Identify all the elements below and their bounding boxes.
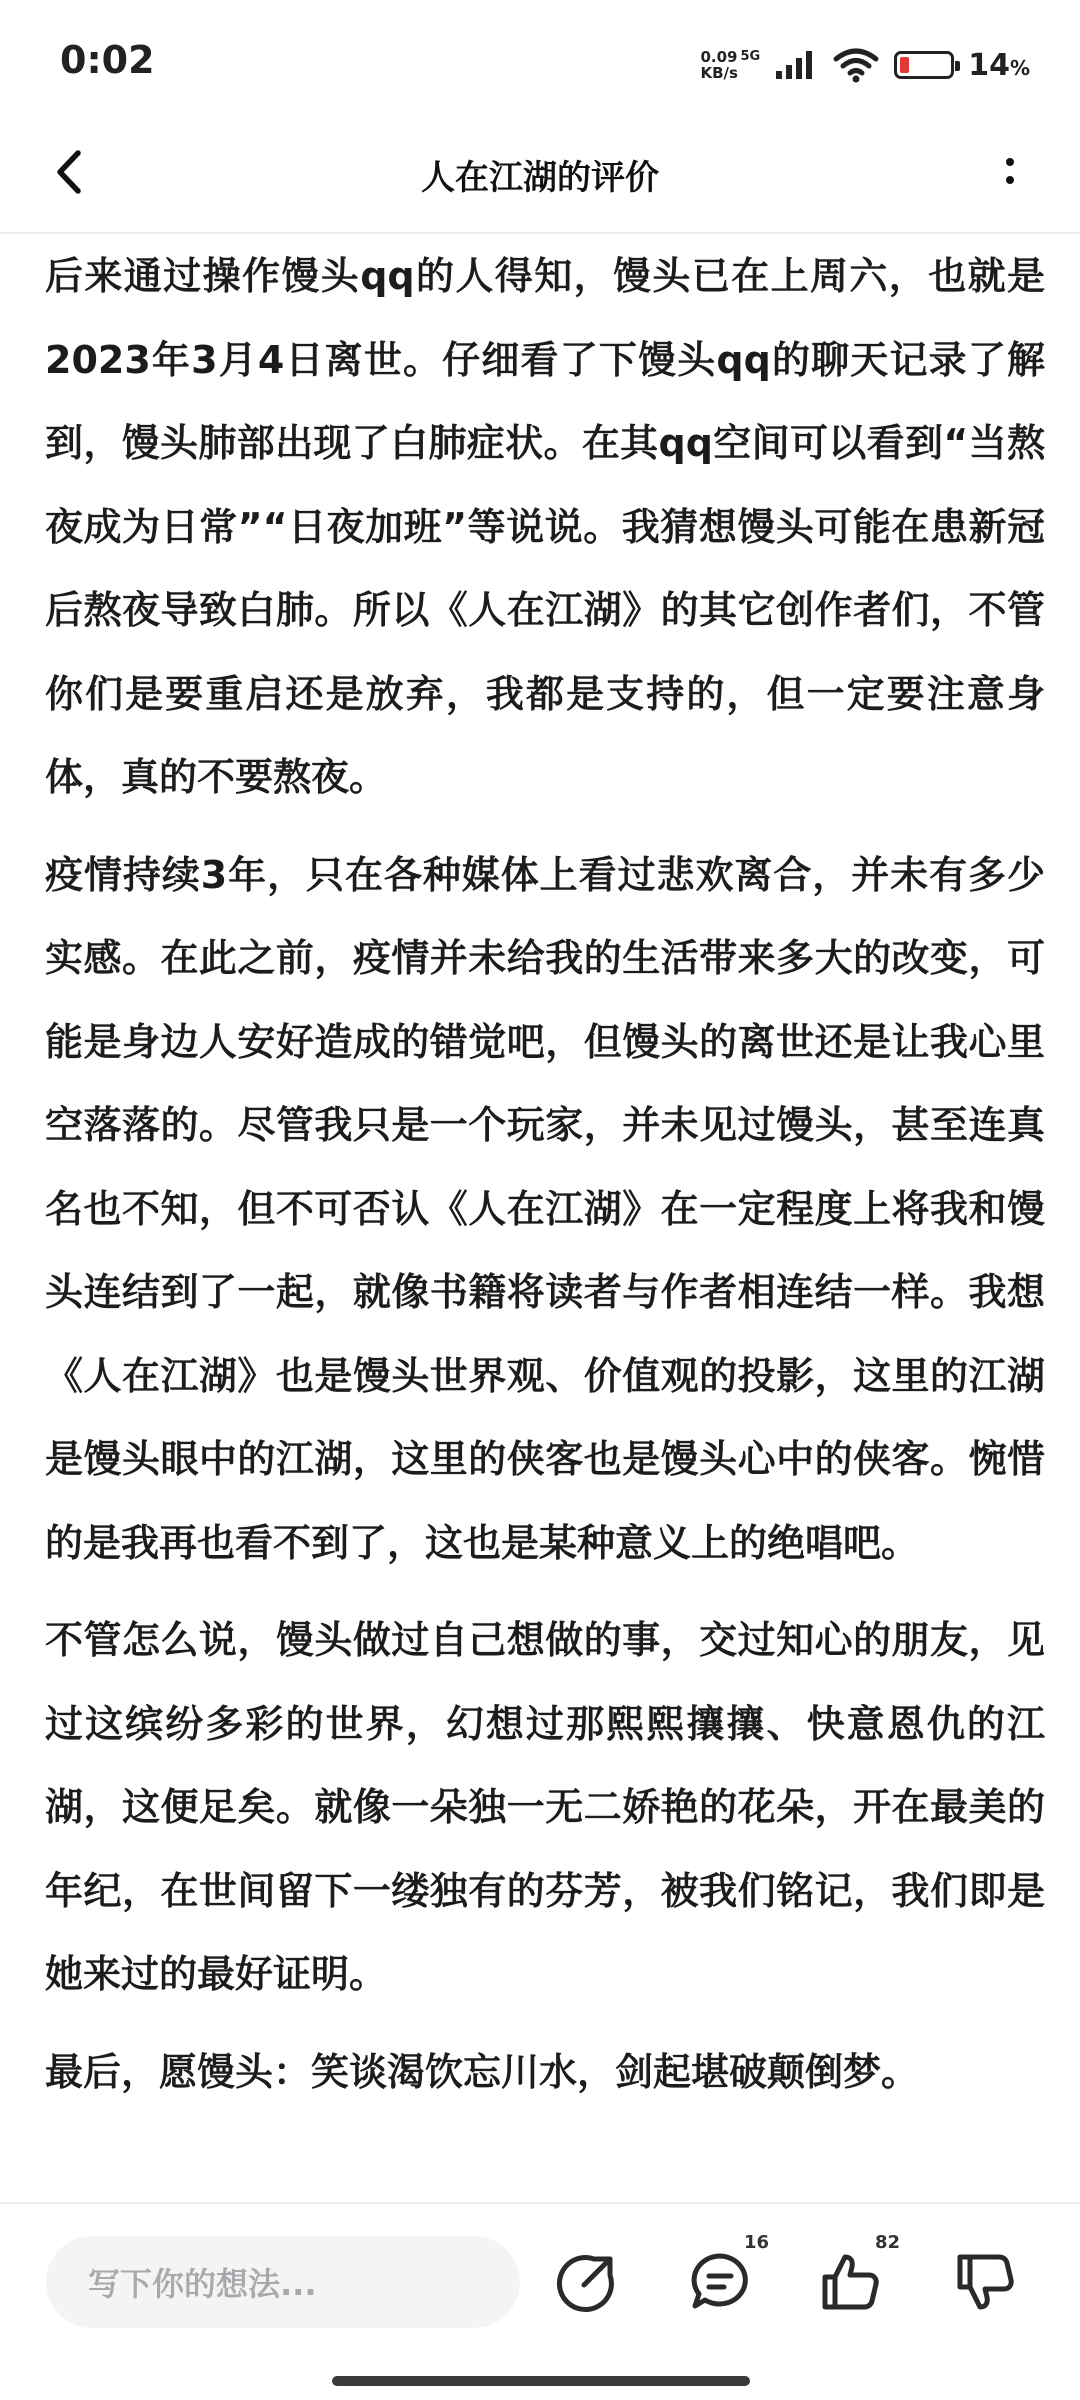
comment-icon (689, 2251, 751, 2313)
network-speed (700, 49, 760, 81)
dislike-button[interactable] (940, 2236, 1030, 2328)
paragraph-4: 最后，愿馒头：笑谈渴饮忘川水，剑起堪破颠倒梦。 (45, 2049, 920, 2094)
paragraph-3: 不管怎么说，馒头做过自己想做的事，交过知心的朋友，见过这缤纷多彩的世界，幻想过那熙熙攘攘、快意恩仇的江湖，这便足矣。就像一朵独一无二娇艳的花朵，开在最美的年纪，在世间留下一缕独有的芬芳，被我们铭记，我们即是她来过的最好证明。 (45, 1618, 1045, 1996)
thumbs-up-icon (819, 2251, 881, 2313)
share-icon (556, 2251, 618, 2313)
comment-count: 16 (744, 2232, 770, 2253)
battery-percentage (968, 48, 1030, 83)
network-type: 5G (740, 49, 761, 64)
page-title: 人在江湖的评价 (421, 158, 659, 198)
battery-percent-unit: % (1009, 55, 1030, 80)
battery-percent-value: 14 (968, 47, 1010, 83)
more-vertical-icon (1000, 152, 1020, 192)
thumbs-down-icon (954, 2251, 1016, 2313)
paragraph-2: 疫情持续3年，只在各种媒体上看过悲欢离合，并未有多少实感。在此之前，疫情并未给我的生活带来多大的改变，可能是身边人安好造成的错觉吧，但馒头的离世还是让我心里空落落的。尽管我只是一个玩家，并未见过馒头，甚至连真名也不知，但不可否认《人在江湖》在一定程度上将我和馒头连结到了一起，就像书籍将读者与作者相连结一样。我想《人在江湖》也是馒头世界观、价值观的投影，这里的江湖是馒头眼中的江湖，这里的侠客也是馒头心中的侠客。惋惜的是我再也看不到了，这也是某种意义上的绝唱吧。 (45, 852, 1045, 1565)
app-header (0, 120, 1080, 230)
status-time: 0:02 (60, 38, 155, 82)
comment-input[interactable]: 写下你的想法... (46, 2236, 520, 2328)
status-icons (700, 40, 1030, 90)
like-count: 82 (875, 2232, 901, 2253)
paragraph-1: 后来通过操作馒头qq的人得知，馒头已在上周六，也就是2023年3月4日离世。仔细看了下馒头qq的聊天记录了解到，馒头肺部出现了白肺症状。在其qq空间可以看到“当熬夜成为日常”“日夜加班”等说说。我猜想馒头可能在患新冠后熬夜导致白肺。所以《人在江湖》的其它创作者们，不管你们是要重启还是放弃，我都是支持的，但一定要注意身体，真的不要熬夜。 (45, 254, 1045, 799)
share-button[interactable] (542, 2236, 632, 2328)
status-bar (0, 0, 1080, 120)
battery-icon (894, 51, 954, 79)
wifi-icon (832, 47, 880, 83)
home-indicator[interactable] (332, 2376, 750, 2386)
header-divider (0, 232, 1080, 234)
cellular-signal-icon (774, 49, 818, 81)
battery-level (900, 57, 909, 73)
bottom-divider (0, 2202, 1080, 2204)
more-options-button[interactable] (980, 142, 1040, 202)
review-article (45, 235, 1045, 2128)
network-speed-value: 0.09 (700, 48, 738, 66)
network-speed-unit: KB/s (700, 64, 738, 82)
